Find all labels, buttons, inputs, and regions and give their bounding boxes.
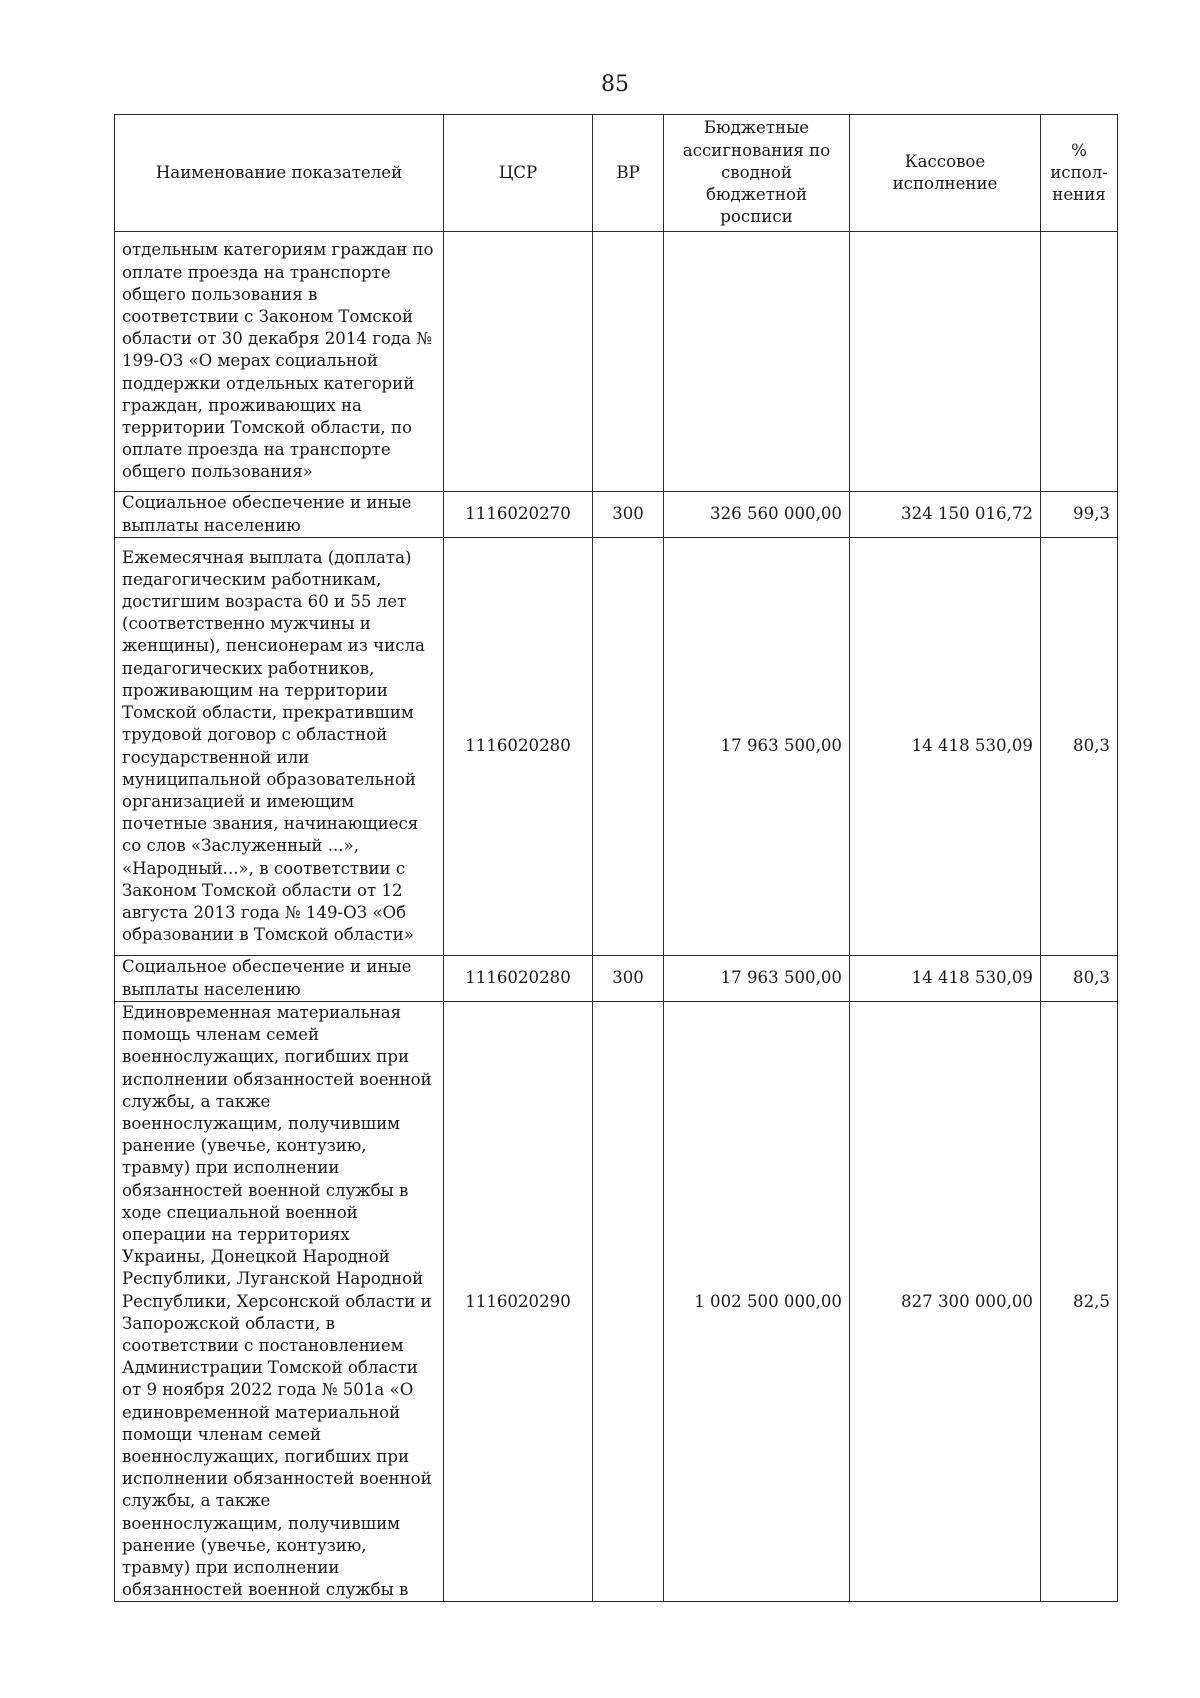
row-cash: 324 150 016,72 (850, 492, 1041, 538)
row-percent: 82,5 (1041, 1002, 1118, 1602)
row-cash: 827 300 000,00 (850, 1002, 1041, 1602)
row-csr: 1116020270 (444, 492, 593, 538)
table-row (115, 538, 1118, 956)
row-cash (850, 232, 1041, 492)
table-header-row (115, 115, 1118, 232)
row-budget: 17 963 500,00 (664, 538, 850, 956)
row-csr (444, 232, 593, 492)
page-number: 85 (601, 72, 629, 97)
row-budget: 326 560 000,00 (664, 492, 850, 538)
row-budget: 17 963 500,00 (664, 956, 850, 1002)
header-name: Наименование показателей (115, 115, 444, 232)
row-name: Единовременная материальная помощь членам семей военнослужащих, погибших при исполнении обязанностей военной службы, а также военнослужащим, получившим ранение (увечье, контузию, травму) при исполнении обязанностей военной службы в ходе специальной военной операции на территориях Украины, Донецкой Народной Республики, Луганской Народной Республики, Херсонской области и Запорожской области, в соответствии с постановлением Администрации Томской области от 9 ноября 2022 года № 501а «О единовременной материальной помощи членам семей военнослужащих, погибших при исполнении обязанностей военной службы, а также военнослужащим, получившим ранение (увечье, контузию, травму) при исполнении обязанностей военной службы в (115, 1002, 444, 1602)
row-percent: 80,3 (1041, 538, 1118, 956)
row-cash: 14 418 530,09 (850, 956, 1041, 1002)
row-name: отдельным категориям граждан по оплате проезда на транспорте общего пользования в соответствии с Законом Томской области от 30 декабря 2014 года № 199-ОЗ «О мерах социальной поддержки отдельных категорий граждан, проживающих на территории Томской области, по оплате проезда на транспорте общего пользования» (115, 232, 444, 492)
header-percent: % испол-нения (1041, 115, 1118, 232)
table-row (115, 1002, 1118, 1602)
row-vr (593, 232, 664, 492)
row-name: Социальное обеспечение и иные выплаты населению (115, 956, 444, 1002)
row-budget (664, 232, 850, 492)
budget-execution-table (114, 114, 1118, 1602)
row-name: Ежемесячная выплата (доплата) педагогическим работникам, достигшим возраста 60 и 55 лет (соответственно мужчины и женщины), пенсионерам из числа педагогических работников, проживающим на территории Томской области, прекратившим трудовой договор с областной государственной или муниципальной образовательной организацией и имеющим почетные звания, начинающиеся со слов «Заслуженный ...», «Народный...», в соответствии с Законом Томской области от 12 августа 2013 года № 149-ОЗ «Об образовании в Томской области» (115, 538, 444, 956)
header-budget: Бюджетные ассигнования по сводной бюджетной росписи (664, 115, 850, 232)
row-csr: 1116020280 (444, 538, 593, 956)
table-row (115, 232, 1118, 492)
row-csr: 1116020280 (444, 956, 593, 1002)
row-cash: 14 418 530,09 (850, 538, 1041, 956)
row-vr (593, 1002, 664, 1602)
row-percent: 99,3 (1041, 492, 1118, 538)
header-vr: ВР (593, 115, 664, 232)
row-vr: 300 (593, 956, 664, 1002)
table-row (115, 492, 1118, 538)
row-percent: 80,3 (1041, 956, 1118, 1002)
row-budget: 1 002 500 000,00 (664, 1002, 850, 1602)
header-csr: ЦСР (444, 115, 593, 232)
header-cash: Кассовое исполнение (850, 115, 1041, 232)
row-vr: 300 (593, 492, 664, 538)
table-row (115, 956, 1118, 1002)
row-percent (1041, 232, 1118, 492)
row-csr: 1116020290 (444, 1002, 593, 1602)
row-vr (593, 538, 664, 956)
row-name: Социальное обеспечение и иные выплаты населению (115, 492, 444, 538)
